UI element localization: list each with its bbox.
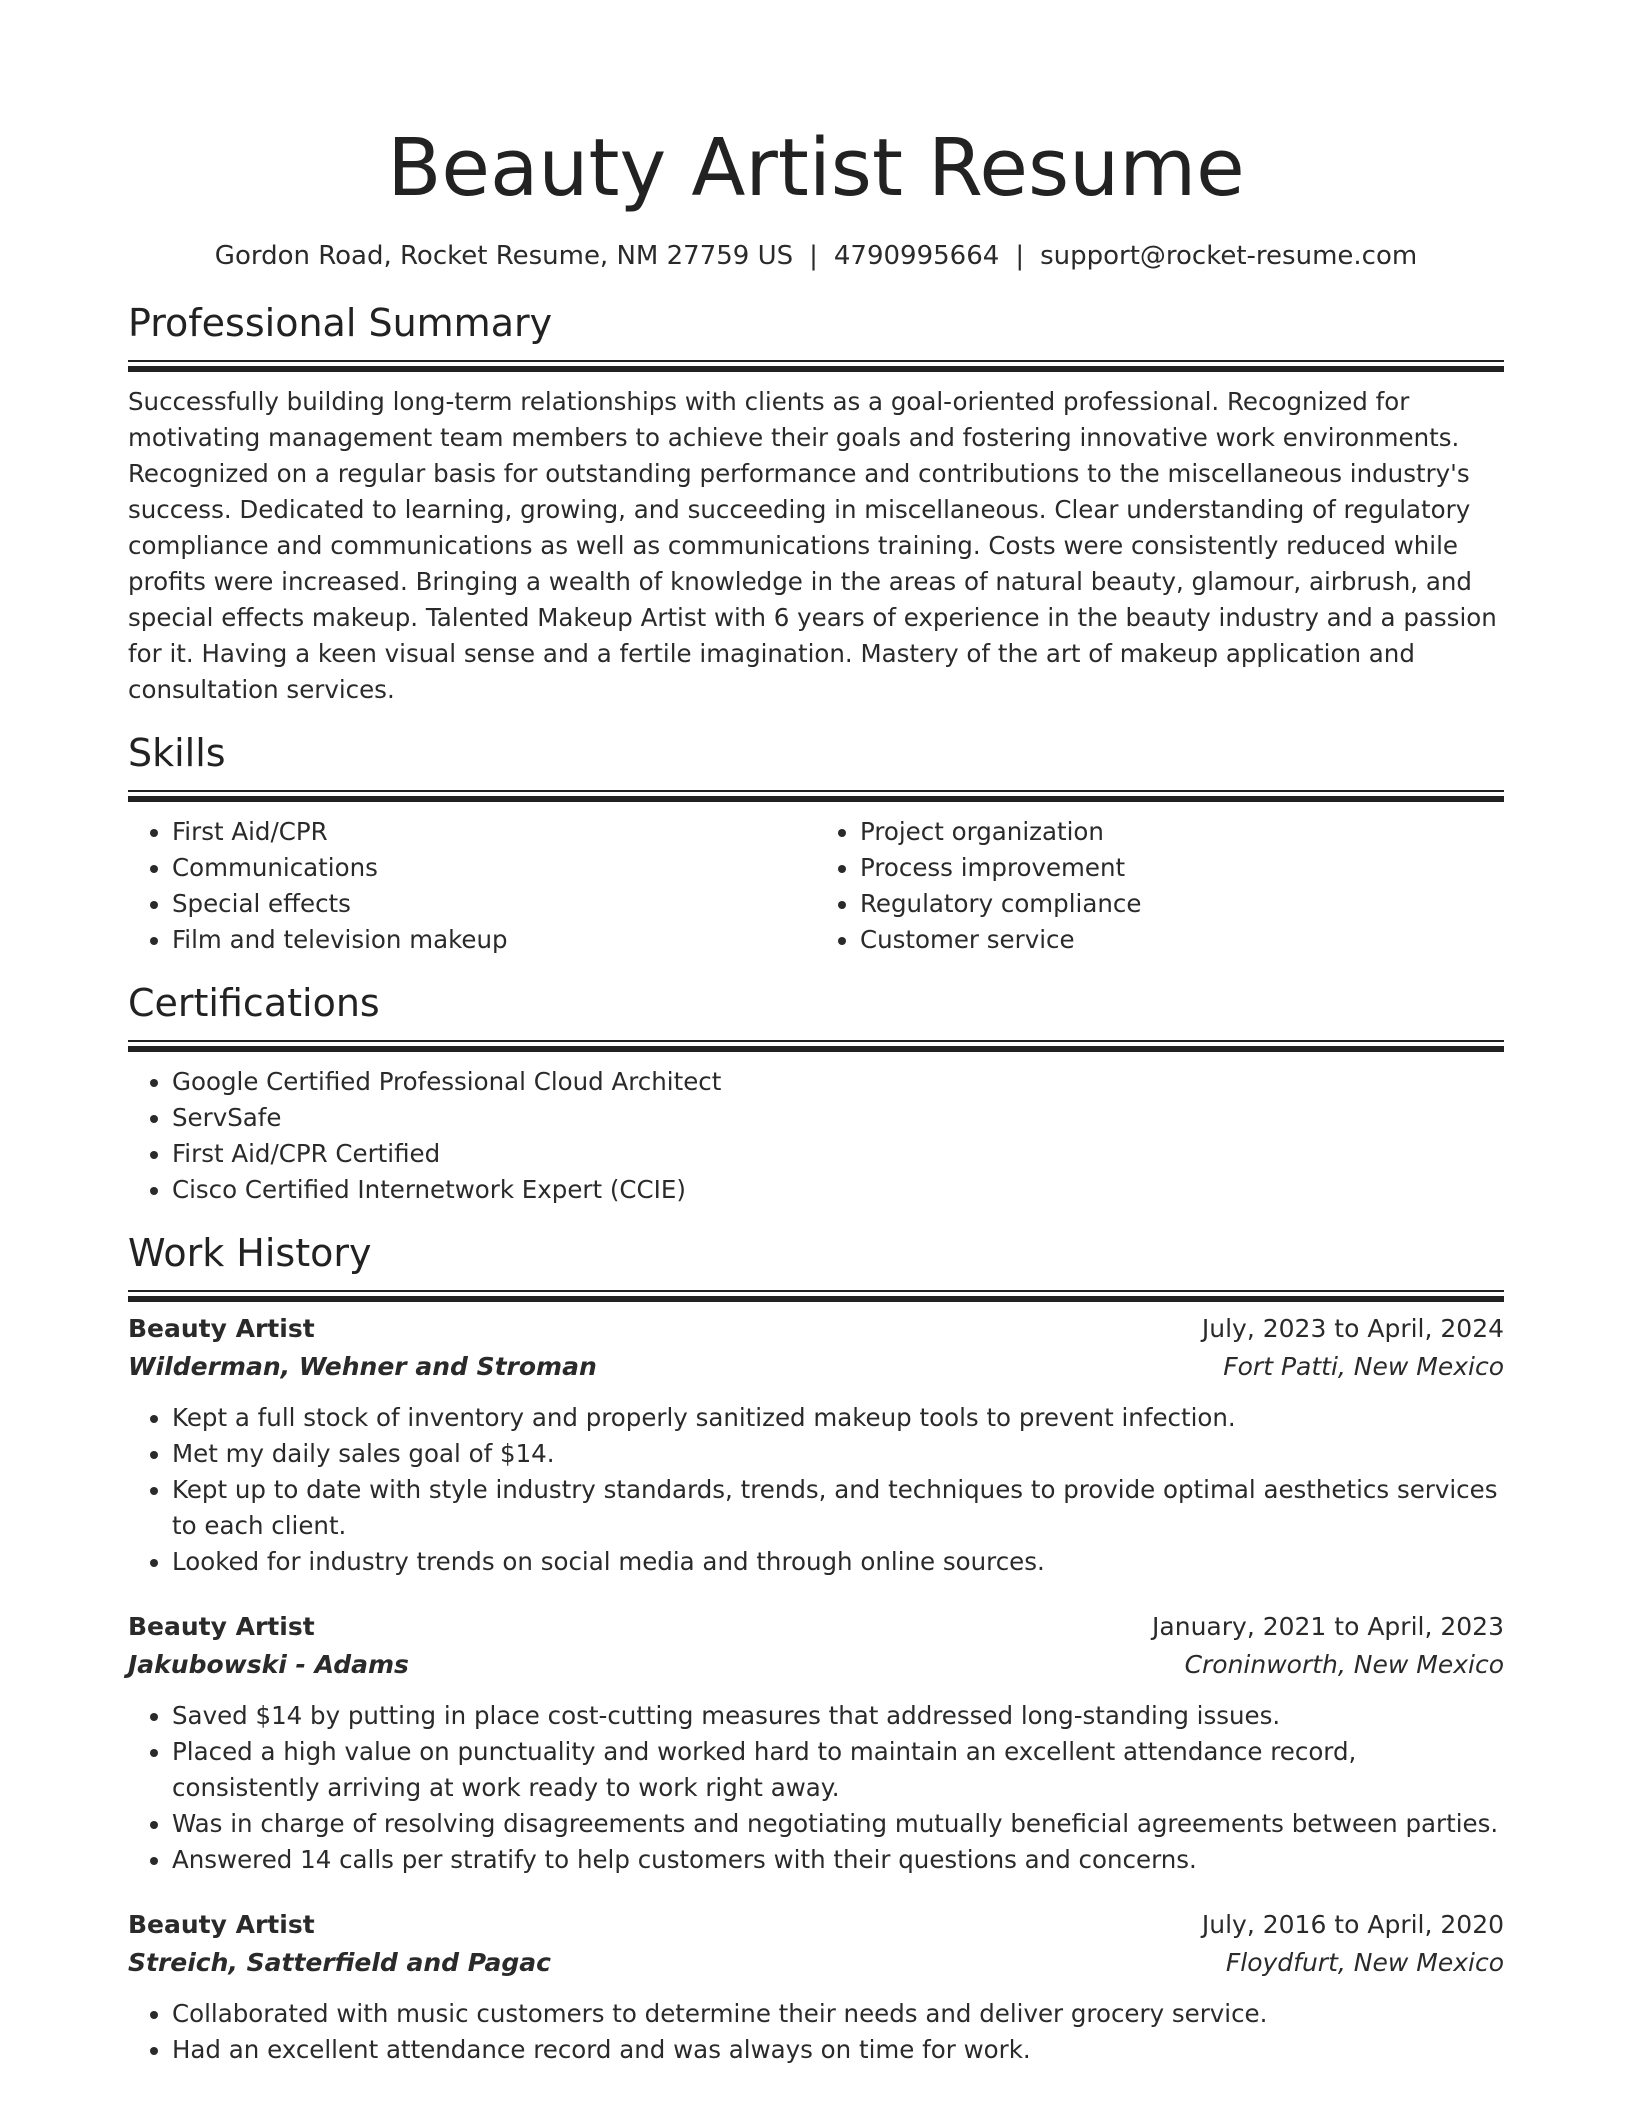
section-heading-certifications: Certifications bbox=[128, 981, 380, 1025]
job-header bbox=[128, 1310, 1504, 1348]
skill-item: • Project organization bbox=[860, 814, 1504, 850]
section-heading-skills: Skills bbox=[128, 731, 226, 775]
skill-item: • Communications bbox=[172, 850, 816, 886]
section-divider bbox=[128, 1290, 1504, 1292]
job-subheader bbox=[128, 1646, 1504, 1684]
job-title: Beauty Artist bbox=[128, 1314, 315, 1343]
job-entry bbox=[128, 1906, 1504, 2068]
contact-address: Gordon Road, Rocket Resume, NM 27759 US bbox=[214, 241, 794, 271]
contact-separator: | bbox=[1015, 241, 1025, 271]
job-subheader bbox=[128, 1944, 1504, 1982]
section-divider bbox=[128, 790, 1504, 792]
job-title: Beauty Artist bbox=[128, 1910, 315, 1939]
contact-separator: | bbox=[809, 241, 818, 271]
work-history-section bbox=[128, 1228, 1504, 2068]
job-location: Croninworth, New Mexico bbox=[1184, 1650, 1504, 1679]
skill-item: • Customer service bbox=[860, 922, 1504, 958]
job-dates: July, 2023 to April, 2024 bbox=[1201, 1314, 1504, 1343]
job-dates: January, 2021 to April, 2023 bbox=[1152, 1612, 1504, 1641]
section-heading-work-history: Work History bbox=[128, 1231, 372, 1275]
job-duty-item: • Answered 14 calls per stratify to help customers with their questions and concerns. bbox=[172, 1842, 1504, 1878]
certification-item: • ServSafe bbox=[172, 1100, 1504, 1136]
job-location: Fort Patti, New Mexico bbox=[1223, 1352, 1504, 1381]
job-header bbox=[128, 1906, 1504, 1944]
job-duties-list bbox=[128, 1996, 1504, 2068]
skill-item: • Regulatory compliance bbox=[860, 886, 1504, 922]
job-entry bbox=[128, 1310, 1504, 1580]
skill-item: • Process improvement bbox=[860, 850, 1504, 886]
section-heading-summary: Professional Summary bbox=[128, 301, 553, 345]
job-subheader bbox=[128, 1348, 1504, 1386]
job-duty-item: • Collaborated with music customers to determine their needs and deliver grocery service. bbox=[172, 1996, 1504, 2032]
job-duty-item: • Had an excellent attendance record and was always on time for work. bbox=[172, 2032, 1504, 2068]
summary-text: Successfully building long-term relationships with clients as a goal-oriented professional. Recognized for motivating management team members to achieve their goals and fostering innovative work environments. Recognized on a regular basis for outstanding performance and contributions to the miscellaneous industry's success. Dedicated to learning, growing, and succeeding in miscellaneous. Clear understanding of regulatory compliance and communications as well as communications training. Costs were consistently reduced while profits were increased. Bringing a wealth of knowledge in the areas of natural beauty, glamour, airbrush, and special effects makeup. Talented Makeup Artist with 6 years of experience in the beauty industry and a passion for it. Having a keen visual sense and a fertile imagination. Mastery of the art of makeup application and consultation services. bbox=[128, 387, 1497, 704]
job-entry bbox=[128, 1608, 1504, 1878]
job-duty-item: • Kept a full stock of inventory and properly sanitized makeup tools to prevent infection. bbox=[172, 1400, 1504, 1436]
skills-grid bbox=[128, 814, 1504, 958]
job-company: Jakubowski - Adams bbox=[128, 1650, 409, 1679]
job-duties-list bbox=[128, 1698, 1504, 1878]
job-duty-item: • Kept up to date with style industry standards, trends, and techniques to provide optimal aesthetics services to each client. bbox=[172, 1472, 1504, 1544]
skills-list-right bbox=[816, 814, 1504, 958]
section-divider bbox=[128, 360, 1504, 362]
skills-list-left bbox=[128, 814, 816, 958]
skill-item: • First Aid/CPR bbox=[172, 814, 816, 850]
summary-section bbox=[128, 298, 1504, 708]
skill-item: • Film and television makeup bbox=[172, 922, 816, 958]
contact-email: support@rocket-resume.com bbox=[1040, 241, 1418, 271]
job-header bbox=[128, 1608, 1504, 1646]
section-divider bbox=[128, 1040, 1504, 1042]
job-duty-item: • Looked for industry trends on social media and through online sources. bbox=[172, 1544, 1504, 1580]
job-duties-list bbox=[128, 1400, 1504, 1580]
contact-line bbox=[128, 238, 1504, 274]
skill-item: • Special effects bbox=[172, 886, 816, 922]
certification-item: • Cisco Certified Internetwork Expert (CCIE) bbox=[172, 1172, 1504, 1208]
certifications-section bbox=[128, 978, 1504, 1208]
job-duty-item: • Saved $14 by putting in place cost-cutting measures that addressed long-standing issues. bbox=[172, 1698, 1504, 1734]
job-company: Wilderman, Wehner and Stroman bbox=[128, 1352, 597, 1381]
job-title: Beauty Artist bbox=[128, 1612, 315, 1641]
job-location: Floydfurt, New Mexico bbox=[1225, 1948, 1504, 1977]
resume-title: Beauty Artist Resume bbox=[387, 122, 1245, 214]
job-company: Streich, Satterfield and Pagac bbox=[128, 1948, 551, 1977]
job-duty-item: • Placed a high value on punctuality and worked hard to maintain an excellent attendance record, consistently arriving at work ready to work right away. bbox=[172, 1734, 1504, 1806]
contact-phone: 4790995664 bbox=[833, 241, 1000, 271]
skills-section bbox=[128, 728, 1504, 958]
job-dates: July, 2016 to April, 2020 bbox=[1201, 1910, 1504, 1939]
certification-item: • First Aid/CPR Certified bbox=[172, 1136, 1504, 1172]
job-duty-item: • Met my daily sales goal of $14. bbox=[172, 1436, 1504, 1472]
certifications-list bbox=[128, 1064, 1504, 1208]
certification-item: • Google Certified Professional Cloud Architect bbox=[172, 1064, 1504, 1100]
job-duty-item: • Was in charge of resolving disagreements and negotiating mutually beneficial agreements between parties. bbox=[172, 1806, 1504, 1842]
